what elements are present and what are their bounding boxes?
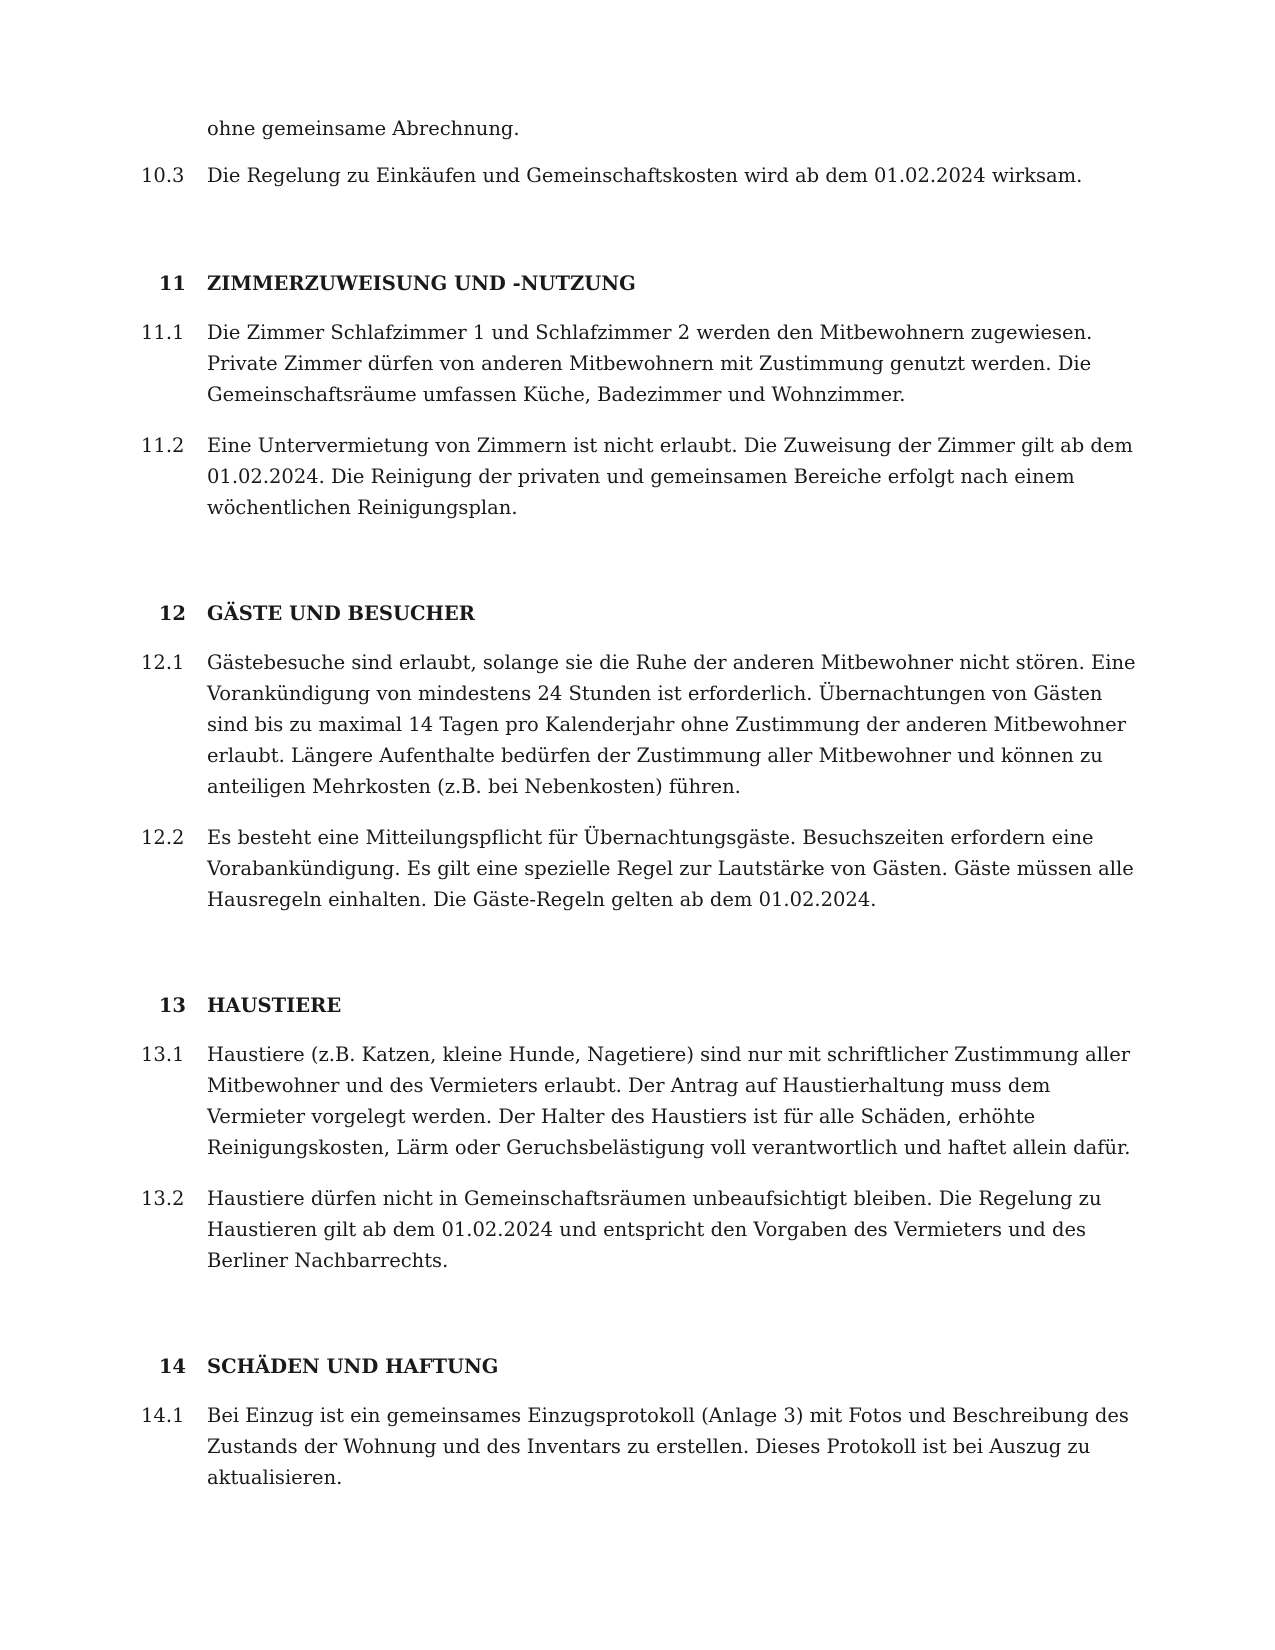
clause-number: 13.1 xyxy=(141,1043,185,1066)
clause-line: Haustiere (z.B. Katzen, kleine Hunde, Nagetiere) sind nur mit schriftlicher Zustimmung aller xyxy=(207,1043,1131,1066)
clause-line: Haustiere dürfen nicht in Gemeinschaftsräumen unbeaufsichtigt bleiben. Die Regelung zu xyxy=(207,1187,1102,1210)
section-number: 13 xyxy=(158,994,186,1017)
clause-text: Die Regelung zu Einkäufen und Gemeinschaftskosten wird ab dem 01.02.2024 wirksam. xyxy=(207,164,1083,187)
clause-line: anteiligen Mehrkosten (z.B. bei Nebenkosten) führen. xyxy=(207,775,741,798)
clause-line: Mitbewohner und des Vermieters erlaubt. Der Antrag auf Haustierhaltung muss dem xyxy=(207,1074,1051,1097)
clause-line: wöchentlichen Reinigungsplan. xyxy=(207,496,518,519)
clause-line: Vorankündigung von mindestens 24 Stunden ist erforderlich. Übernachtungen von Gästen xyxy=(207,682,1103,705)
clause-line: Vermieter vorgelegt werden. Der Halter des Haustiers ist für alle Schäden, erhöhte xyxy=(207,1105,1036,1128)
clause-line: Eine Untervermietung von Zimmern ist nicht erlaubt. Die Zuweisung der Zimmer gilt ab dem xyxy=(207,434,1133,457)
clause-line: Private Zimmer dürfen von anderen Mitbewohnern mit Zustimmung genutzt werden. Die xyxy=(207,352,1092,375)
clause-line: Es besteht eine Mitteilungspflicht für Übernachtungsgäste. Besuchszeiten erfordern eine xyxy=(207,826,1094,849)
clause-line: Reinigungskosten, Lärm oder Geruchsbelästigung voll verantwortlich und haftet allein dafür. xyxy=(207,1136,1131,1159)
clause-number: 10.3 xyxy=(141,164,185,187)
section-title: SCHÄDEN UND HAFTUNG xyxy=(207,1355,499,1378)
clause-line: Vorabankündigung. Es gilt eine spezielle Regel zur Lautstärke von Gästen. Gäste müssen alle xyxy=(207,857,1134,880)
clause-line: Gemeinschaftsräume umfassen Küche, Badezimmer und Wohnzimmer. xyxy=(207,383,906,406)
section-number: 12 xyxy=(158,602,186,625)
section-number: 11 xyxy=(158,272,186,295)
clause-number: 11.2 xyxy=(141,434,185,457)
clause-line: Zustands der Wohnung und des Inventars zu erstellen. Dieses Protokoll ist bei Auszug zu xyxy=(207,1435,1091,1458)
clause-line: Berliner Nachbarrechts. xyxy=(207,1249,449,1272)
section-title: HAUSTIERE xyxy=(207,994,342,1017)
section-title: GÄSTE UND BESUCHER xyxy=(207,602,476,625)
clause-line: Die Zimmer Schlafzimmer 1 und Schlafzimmer 2 werden den Mitbewohnern zugewiesen. xyxy=(207,321,1093,344)
clause-number: 12.1 xyxy=(141,651,185,674)
clause-number: 12.2 xyxy=(141,826,185,849)
clause-line: 01.02.2024. Die Reinigung der privaten und gemeinsamen Bereiche erfolgt nach einem xyxy=(207,465,1075,488)
clause-line: sind bis zu maximal 14 Tagen pro Kalenderjahr ohne Zustimmung der anderen Mitbewohner xyxy=(207,713,1127,736)
continuation-text: ohne gemeinsame Abrechnung. xyxy=(207,117,520,140)
clause-line: Gästebesuche sind erlaubt, solange sie die Ruhe der anderen Mitbewohner nicht stören. Eine xyxy=(207,651,1136,674)
section-number: 14 xyxy=(158,1355,186,1378)
clause-number: 13.2 xyxy=(141,1187,185,1210)
clause-line: Haustieren gilt ab dem 01.02.2024 und entspricht den Vorgaben des Vermieters und des xyxy=(207,1218,1086,1241)
clause-line: aktualisieren. xyxy=(207,1466,343,1489)
clause-line: Bei Einzug ist ein gemeinsames Einzugsprotokoll (Anlage 3) mit Fotos und Beschreibung des xyxy=(207,1404,1129,1427)
clause-line: Hausregeln einhalten. Die Gäste-Regeln gelten ab dem 01.02.2024. xyxy=(207,888,877,911)
clause-number: 11.1 xyxy=(141,321,185,344)
section-title: ZIMMERZUWEISUNG UND -NUTZUNG xyxy=(207,272,636,295)
clause-number: 14.1 xyxy=(141,1404,185,1427)
clause-line: erlaubt. Längere Aufenthalte bedürfen der Zustimmung aller Mitbewohner und können zu xyxy=(207,744,1103,767)
